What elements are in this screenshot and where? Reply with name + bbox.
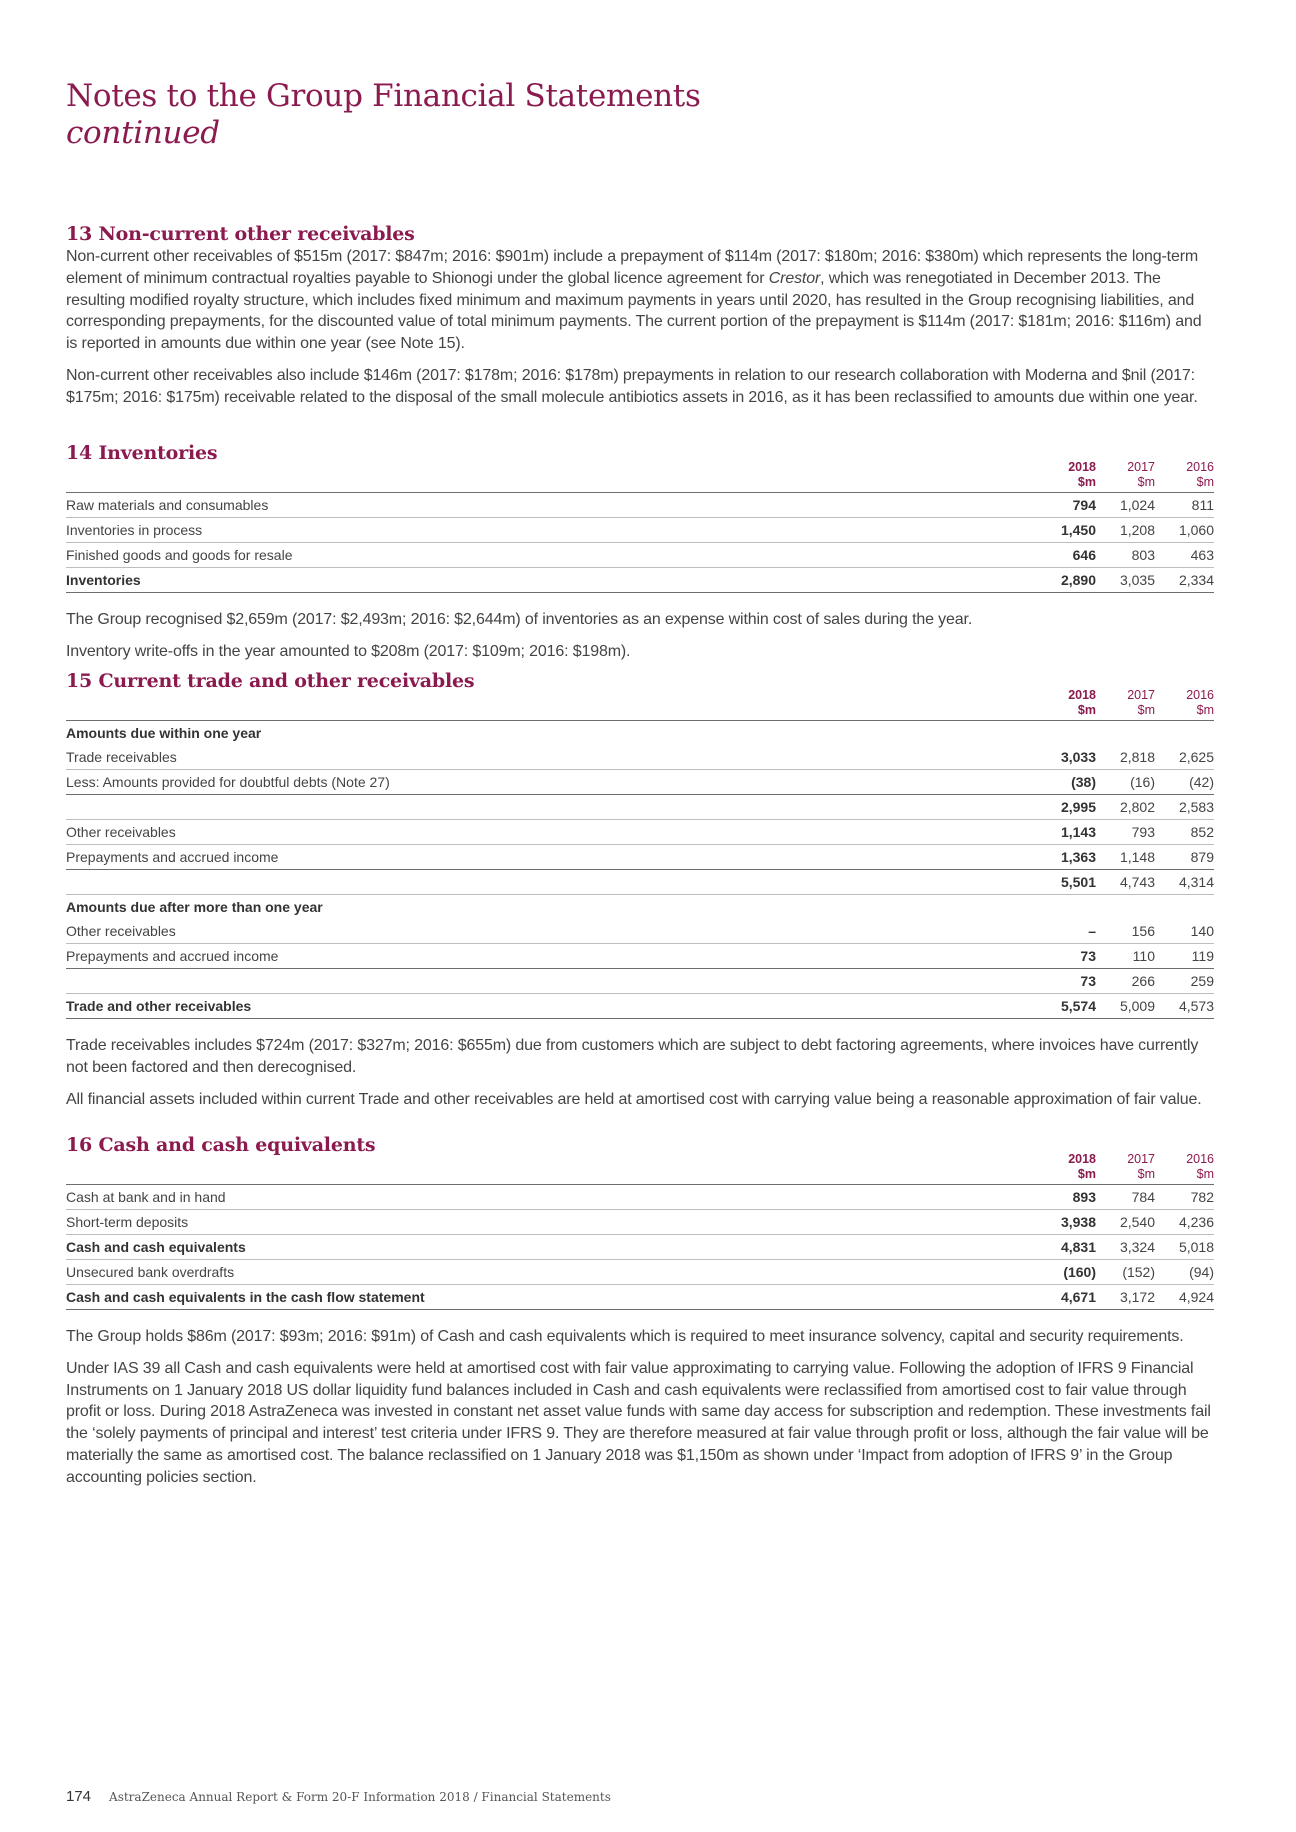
table-subheading-row: Amounts due after more than one year xyxy=(66,895,1214,920)
section-13-paragraph-1: Non-current other receivables of $515m (2017: $847m; 2016: $901m) include a prepayment of $114m (2017: $180m; 2016: $380m) which represents the long-term element of minimum contractual royalties payable to Shionogi under the global licence agreement for Crestor, which was renegotiated in December 2013. The resulting modified royalty structure, which includes fixed minimum and maximum payments in years until 2020, has resulted in the Group recognising liabilities, and corresponding prepayments, for the discounted value of total minimum payments. The current portion of the prepayment is $114m (2017: $181m; 2016: $116m) and is reported in amounts due within one year (see Note 15). xyxy=(66,248,1202,353)
section-16 xyxy=(66,1133,1214,1489)
table-row: Prepayments and accrued income 73 110 119 xyxy=(66,944,1214,969)
table-total-row: Inventories 2,890 3,035 2,334 xyxy=(66,568,1214,593)
section-16-paragraph-2: Under IAS 39 all Cash and cash equivalents were held at amortised cost with fair value approximating to carrying value. Following the adoption of IFRS 9 Financial Instruments on 1 January 2018 US dollar liquidity fund balances included in Cash and cash equivalents were reclassified from amortised cost to fair value through profit or loss. During 2018 AstraZeneca was invested in constant net asset value funds with same day access for subscription and redemption. These investments fail the ‘solely payments of principal and interest’ test criteria under IFRS 9. They are therefore measured at fair value through profit or loss, although the fair value will be materially the same as amortised cost. The balance reclassified on 1 January 2018 was $1,150m as shown under ‘Impact from adoption of IFRS 9’ in the Group accounting policies section. xyxy=(66,1359,1211,1486)
table-total-row: Trade and other receivables 5,574 5,009 4,573 xyxy=(66,994,1214,1019)
section-15-paragraph-1: Trade receivables includes $724m (2017: $327m; 2016: $655m) due from customers which are subject to debt factoring agreements, where invoices have currently not been factored and then derecognised. xyxy=(66,1037,1199,1076)
section-14-paragraph-1: The Group recognised $2,659m (2017: $2,493m; 2016: $2,644m) of inventories as an expense within cost of sales during the year. xyxy=(66,611,973,628)
section-14-paragraph-2: Inventory write-offs in the year amounted to $208m (2017: $109m; 2016: $198m). xyxy=(66,642,631,660)
table-subtotal-row: 5,501 4,743 4,314 xyxy=(1060,874,1214,890)
col-header-2016: 2016 $m xyxy=(1155,1146,1214,1185)
col-header-2016: 2016 $m xyxy=(1155,682,1214,721)
table-subheading-row: Amounts due within one year xyxy=(66,725,262,741)
table-row: Unsecured bank overdrafts (160) (152) (94) xyxy=(66,1260,1214,1285)
page-title: Notes to the Group Financial Statements xyxy=(66,78,701,114)
inventories-table xyxy=(66,454,1214,593)
table-subtotal-row: 73 266 259 xyxy=(66,969,1214,994)
col-header-2018: 2018 $m xyxy=(976,682,1096,721)
section-15 xyxy=(66,669,1214,1110)
table-subtotal-row: Cash and cash equivalents 4,831 3,324 5,018 xyxy=(66,1235,1214,1260)
section-16-paragraph-1: The Group holds $86m (2017: $93m; 2016: $91m) of Cash and cash equivalents which is required to meet insurance solvency, capital and security requirements. xyxy=(66,1328,1184,1345)
table-row: Less: Amounts provided for doubtful debts (Note 27) (38) (16) (42) xyxy=(66,770,1214,795)
table-row: Other receivables – 156 140 xyxy=(66,919,1214,944)
section-13 xyxy=(66,222,1214,409)
section-16-title: 16 Cash and cash equivalents xyxy=(66,1134,376,1156)
col-header-2016: 2016 $m xyxy=(1155,454,1214,493)
page-number: 174 xyxy=(66,1788,92,1805)
footer-text: AstraZeneca Annual Report & Form 20-F Information 2018 / Financial Statements xyxy=(109,1790,611,1804)
receivables-table xyxy=(66,682,1214,1019)
table-row: Raw materials and consumables 794 1,024 811 xyxy=(66,493,1214,518)
table-row: Trade receivables 3,033 2,818 2,625 xyxy=(66,745,1214,770)
section-15-paragraph-2: All financial assets included within current Trade and other receivables are held at amortised cost with carrying value being a reasonable approximation of fair value. xyxy=(66,1090,1202,1108)
cash-table xyxy=(66,1146,1214,1310)
section-14-title: 14 Inventories xyxy=(66,442,218,464)
table-header-row xyxy=(66,454,1214,493)
section-13-title: 13 Non-current other receivables xyxy=(66,223,415,245)
page-subtitle: continued xyxy=(66,115,220,151)
table-row: Prepayments and accrued income 1,363 1,148 879 xyxy=(66,845,1214,870)
table-row: Inventories in process 1,450 1,208 1,060 xyxy=(66,518,1214,543)
table-subtotal-row: 2,995 2,802 2,583 xyxy=(66,795,1214,820)
table-row: Short-term deposits 3,938 2,540 4,236 xyxy=(66,1210,1214,1235)
footer xyxy=(66,1788,611,1805)
section-14 xyxy=(66,441,1214,663)
col-header-2017: 2017 $m xyxy=(1096,454,1155,493)
col-header-2018: 2018 $m xyxy=(976,1146,1096,1185)
col-header-2017: 2017 $m xyxy=(1096,1146,1155,1185)
table-row: Finished goods and goods for resale 646 803 463 xyxy=(66,543,1214,568)
table-total-row: Cash and cash equivalents in the cash flow statement 4,671 3,172 4,924 xyxy=(66,1285,1214,1310)
table-row: Other receivables 1,143 793 852 xyxy=(66,820,1214,845)
section-13-paragraph-2: Non-current other receivables also include $146m (2017: $178m; 2016: $178m) prepayments in relation to our research collaboration with Moderna and $nil (2017: $175m; 2016: $175m) receivable related to the disposal of the small molecule antibiotics assets in 2016, as it has been reclassified to amounts due within one year. xyxy=(66,366,1198,406)
col-header-2018: 2018 $m xyxy=(976,454,1096,493)
table-row: Cash at bank and in hand 893 784 782 xyxy=(66,1185,1214,1210)
section-15-title: 15 Current trade and other receivables xyxy=(66,670,475,692)
col-header-2017: 2017 $m xyxy=(1096,682,1155,721)
